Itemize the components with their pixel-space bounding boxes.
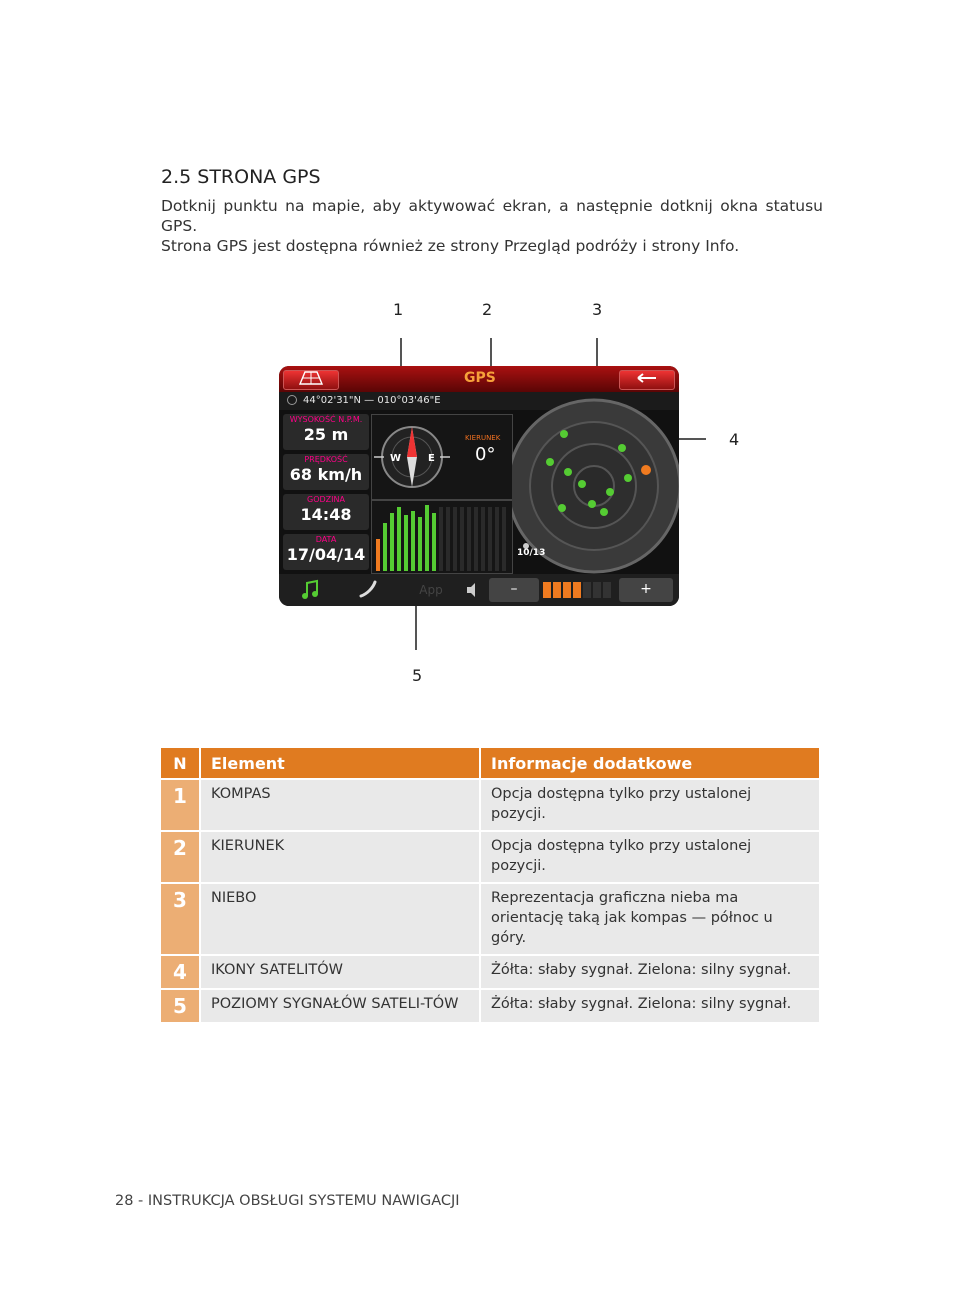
info-panel — [283, 414, 369, 574]
map-button[interactable] — [283, 370, 339, 390]
header-n: N — [161, 748, 199, 778]
row-element: KOMPAS — [199, 780, 479, 830]
signal-bar — [411, 511, 415, 571]
row-element: NIEBO — [199, 884, 479, 954]
row-number: 4 — [161, 956, 199, 988]
row-number: 1 — [161, 780, 199, 830]
row-element: POZIOMY SYGNAŁÓW SATELI-TÓW — [199, 990, 479, 1022]
row-info: Opcja dostępna tylko przy ustalonej pozycji. — [479, 832, 819, 882]
screen-top-bar — [279, 366, 679, 392]
info-table — [161, 746, 819, 1024]
speaker-icon — [463, 578, 483, 602]
music-note-icon — [287, 578, 337, 602]
row-number: 2 — [161, 832, 199, 882]
signal-bars — [372, 501, 512, 573]
satellite-count: 10/13 — [517, 548, 546, 558]
volume-up-button[interactable]: + — [619, 578, 673, 602]
callout-1: 1 — [393, 300, 404, 319]
table-row — [161, 884, 819, 954]
back-button[interactable] — [619, 370, 675, 390]
table-row — [161, 990, 819, 1022]
time-box — [283, 494, 369, 530]
row-element: IKONY SATELITÓW — [199, 956, 479, 988]
phone-icon — [341, 578, 397, 602]
callout-3: 3 — [592, 300, 603, 319]
compass-w-label: W — [390, 453, 402, 464]
row-number: 3 — [161, 884, 199, 954]
speed-value: 68 km/h — [289, 465, 363, 484]
row-info: Żółta: słaby sygnał. Zielona: silny sygnał. — [479, 990, 819, 1022]
satellite-icon — [578, 480, 586, 488]
intro-text — [161, 196, 823, 256]
signal-bar — [404, 515, 408, 571]
volume-level — [541, 578, 617, 602]
signal-bar — [425, 505, 429, 571]
date-box — [283, 534, 369, 570]
screen-title: GPS — [464, 370, 496, 386]
gps-figure — [0, 290, 960, 700]
volume-down-button[interactable]: – — [489, 578, 539, 602]
header-info: Informacje dodatkowe — [479, 748, 819, 778]
satellite-icon — [558, 504, 566, 512]
table-header-row — [161, 748, 819, 778]
app-button[interactable]: App — [419, 583, 443, 597]
callout-4: 4 — [729, 430, 740, 449]
header-element: Element — [199, 748, 479, 778]
satellite-icon — [564, 468, 572, 476]
date-label: DATA — [315, 535, 337, 544]
signal-bar — [390, 513, 394, 571]
altitude-label: WYSOKOŚĆ N.P.M. — [289, 415, 363, 424]
gps-screen — [279, 366, 679, 606]
volume-bars — [541, 578, 617, 602]
time-value: 14:48 — [300, 505, 352, 524]
signal-bar — [397, 507, 401, 571]
signal-bar — [432, 513, 436, 571]
phone-button[interactable] — [341, 578, 397, 602]
date-value: 17/04/14 — [286, 545, 366, 564]
row-element: KIERUNEK — [199, 832, 479, 882]
back-arrow-icon — [632, 371, 662, 385]
callout-5: 5 — [412, 666, 423, 685]
time-label: GODZINA — [307, 495, 345, 504]
signal-bar — [418, 517, 422, 571]
table-row — [161, 956, 819, 988]
volume-button[interactable] — [463, 578, 483, 602]
row-info: Reprezentacja graficzna nieba ma orientację taką jak kompas — północ u góry. — [479, 884, 819, 954]
table-row — [161, 780, 819, 830]
heading-label: KIERUNEK — [465, 434, 501, 442]
intro-paragraph-2: Strona GPS jest dostępna również ze strony Przegląd podróży i strony Info. — [161, 237, 740, 255]
page-footer: 28 - INSTRUKCJA OBSŁUGI SYSTEMU NAWIGACJI — [115, 1193, 460, 1209]
row-info: Żółta: słaby sygnał. Zielona: silny sygnał. — [479, 956, 819, 988]
satellite-icon-weak — [641, 465, 651, 475]
satellite-icon — [618, 444, 626, 452]
section-title: 2.5 STRONA GPS — [161, 166, 321, 188]
map-icon — [296, 371, 326, 385]
screen-bottom-bar — [279, 574, 679, 606]
heading-value: 0° — [475, 444, 496, 465]
satellite-icon — [546, 458, 554, 466]
altitude-box — [283, 414, 369, 450]
coordinates-text: 44°02'31"N — 010°03'46"E — [303, 395, 441, 406]
location-ring-icon — [287, 395, 297, 405]
callout-2: 2 — [482, 300, 493, 319]
speed-label: PRĘDKOŚĆ — [304, 455, 348, 464]
music-button[interactable] — [287, 578, 337, 602]
row-number: 5 — [161, 990, 199, 1022]
satellite-icon — [606, 488, 614, 496]
signal-bar — [383, 523, 387, 571]
satellite-icon — [624, 474, 632, 482]
row-info: Opcja dostępna tylko przy ustalonej pozycji. — [479, 780, 819, 830]
intro-paragraph-1: Dotknij punktu na mapie, aby aktywować ekran, a następnie dotknij okna statusu GPS. — [161, 197, 823, 235]
signal-levels-panel — [371, 500, 513, 574]
satellite-icon — [588, 500, 596, 508]
signal-bar — [376, 539, 380, 571]
satellite-icon — [560, 430, 568, 438]
altitude-value: 25 m — [303, 425, 349, 444]
table-row — [161, 832, 819, 882]
compass-e-label: E — [428, 453, 435, 464]
satellite-icon — [600, 508, 608, 516]
speed-box — [283, 454, 369, 490]
